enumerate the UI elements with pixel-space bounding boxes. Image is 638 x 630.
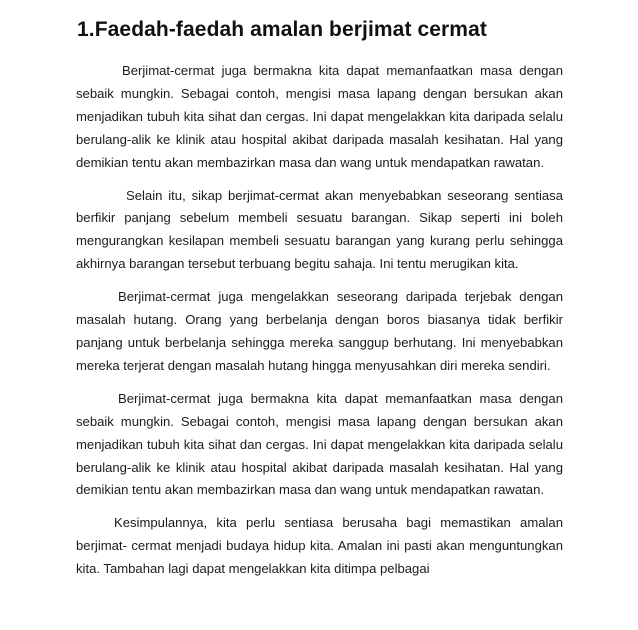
paragraph-3: Berjimat-cermat juga mengelakkan seseorang daripada terjebak dengan masalah hutang. Orang yang berbelanja dengan boros biasanya tidak berfikir panjang untuk berbelanja sehingga mereka sanggup berhutang. Ini menyebabkan mereka terjerat dengan masalah hutang hingga menyusahkan diri mereka sendiri. xyxy=(76,289,563,373)
paragraph-5: Kesimpulannya, kita perlu sentiasa berusaha bagi memastikan amalan berjimat- cermat menjadi budaya hidup kita. Amalan ini pasti akan menguntungkan kita. Tambahan lagi dapat mengelakkan kita ditimpa pelbagai xyxy=(76,515,563,577)
paragraph-2: Selain itu, sikap berjimat-cermat akan menyebabkan seseorang sentiasa berfikir panjang sebelum membeli sesuatu barangan. Sikap seperti ini boleh mengurangkan kesilapan membeli sesuatu barangan yang kurang perlu sehingga akhirnya barangan tersebut terbuang begitu sahaja. Ini tentu merugikan kita. xyxy=(76,187,563,272)
paragraph-1: Berjimat-cermat juga bermakna kita dapat memanfaatkan masa dengan sebaik mungkin. Sebagai contoh, mengisi masa lapang dengan bersukan akan menjadikan tubuh kita sihat dan cergas. Ini dapat mengelakkan kita daripada selalu berulang-alik ke klinik atau hospital akibat daripada masalah kesihatan. Hal yang demikian tentu akan membazirkan masa dan wang untuk mendapatkan rawatan. xyxy=(76,63,563,170)
page-title: 1.Faedah-faedah amalan berjimat cermat xyxy=(77,18,487,41)
paragraph-4: Berjimat-cermat juga bermakna kita dapat memanfaatkan masa dengan sebaik mungkin. Sebagai contoh, mengisi masa lapang dengan bersukan akan menjadikan tubuh kita sihat dan cergas. Ini dapat mengelakkan kita daripada selalu berulang-alik ke klinik atau hospital akibat daripada masalah kesihatan. Hal yang demikian tentu akan membazirkan masa dan wang untuk mendapatkan rawatan. xyxy=(76,390,563,498)
document-body xyxy=(76,60,563,591)
